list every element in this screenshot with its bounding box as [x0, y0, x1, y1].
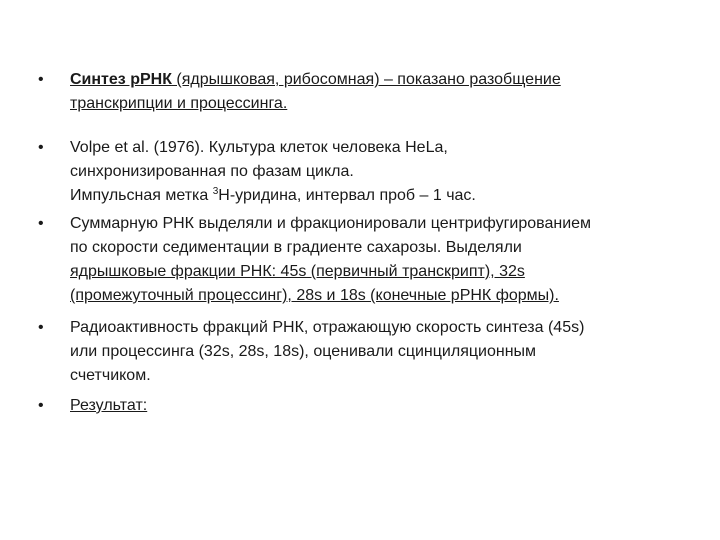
list-item-rrna-synthesis: [38, 68, 698, 116]
item-line: или процессинга (32s, 28s, 18s), оценивали сцинциляционным: [70, 343, 537, 360]
bullet-icon: •: [38, 139, 44, 156]
item-line: по скорости седиментации в градиенте сахарозы. Выделяли: [70, 239, 522, 256]
item-text-rest: (ядрышковая, рибосомная) – показано разобщение: [171, 71, 561, 88]
item-bold-term: Синтез рРНК: [70, 71, 172, 88]
item-line: синхронизированная по фазам цикла.: [70, 163, 354, 180]
item-text: [70, 394, 698, 418]
item-text: [70, 316, 698, 388]
bullet-icon: •: [38, 215, 44, 232]
list-item-rna-fractionation: [38, 212, 698, 308]
item-line: счетчиком.: [70, 367, 151, 384]
item-line: Суммарную РНК выделяли и фракционировали центрифугированием: [70, 215, 592, 232]
item-line: (промежуточный процессинг), 28s и 18s (конечные рРНК формы).: [70, 287, 559, 304]
item-line: ядрышковые фракции РНК: 45s (первичный транскрипт), 32s: [70, 263, 525, 280]
list-item-volpe-study: [38, 136, 698, 208]
item-text-part: Н-уридина, интервал проб – 1 час.: [218, 187, 476, 204]
bullet-icon: •: [38, 319, 44, 336]
bullet-icon: •: [38, 71, 44, 88]
item-text-part: Импульсная метка: [70, 187, 213, 204]
superscript: 3: [212, 186, 219, 197]
list-item-result: [38, 394, 698, 418]
item-line: Радиоактивность фракций РНК, отражающую скорость синтеза (45s): [70, 319, 585, 336]
item-line: Volpe et al. (1976). Культура клеток человека HeLa,: [70, 139, 448, 156]
item-text: [70, 136, 698, 208]
list-item-radioactivity: [38, 316, 698, 388]
item-text: [70, 68, 698, 116]
item-text: [70, 212, 698, 308]
bullet-icon: •: [38, 397, 44, 414]
item-line: Результат:: [70, 397, 148, 414]
item-line: [70, 68, 698, 92]
item-line: [70, 184, 698, 208]
item-line: транскрипции и процессинга.: [70, 95, 288, 112]
